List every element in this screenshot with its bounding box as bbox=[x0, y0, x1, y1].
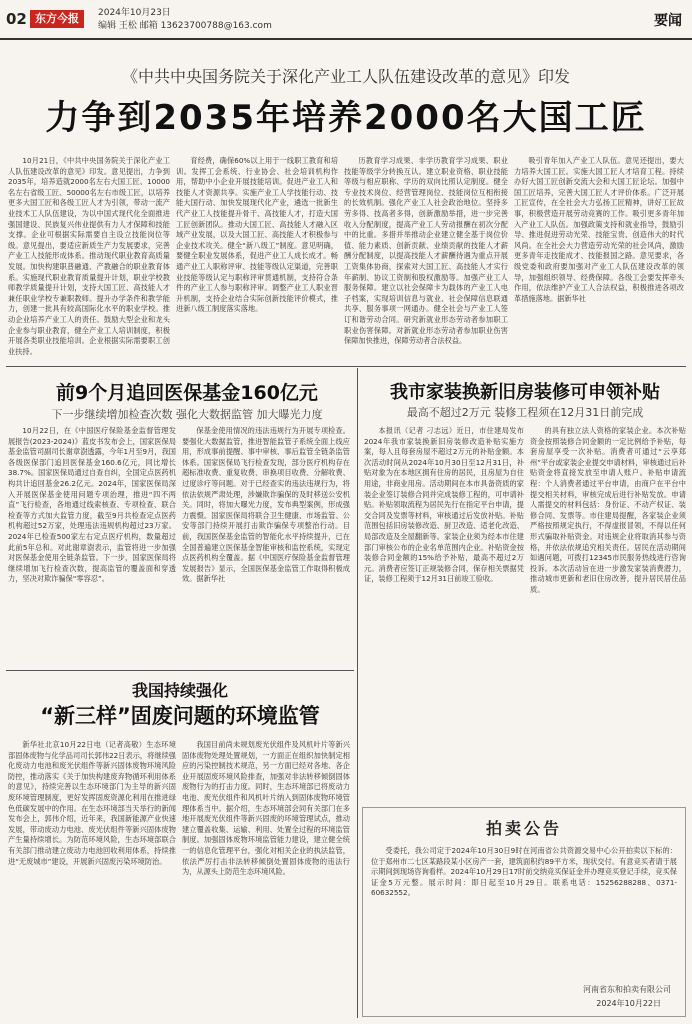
section-divider bbox=[6, 366, 686, 367]
env-headline-2: “新三样”固废问题的环境监管 bbox=[40, 704, 320, 728]
editor-info: 编辑 王松 邮箱 13623700788@163.com bbox=[98, 21, 272, 31]
env-col-1: 新华社北京10月22日电（记者高敬）生态环境部固体废物与化学品司司长郭伟22日表示，将继续强化废动力电池和废光伏组件等新兴固体废物环境风险防控，推动落实《关于加快构建废弃物循环利用体系的意见》，持续完善以生态环境部门为主导的新兴固废环境管理制度，更好发挥固废资源化利用在推进绿色低碳发展中的作用。在生态环境部当天举行的新闻发布会上，郭伟介绍，近年来，我国新能源产业快速发展，带动废动力电池、废光伏组件等新兴固体废物产生量持续增长。为防范环境风险，生态环境部联合有关部门推动建立废动力电池回收利用体系，持续推进“无废城市”建设，开展新兴固废污染环境防治。 bbox=[8, 740, 176, 866]
medical-col-1: 10月22日，在《中国医疗保险基金监督管理发展报告(2023-2024)》蓝皮书发布会上，国家医保局基金监管司副司长谢章澍透露，今年1月至9月，我国各级医保部门追回医保基金160.6亿元，同比增长38.7%。国家医保局通过自查自纠，全国定点医药机构共计追回基金26.2亿元。2024年，国家医保局深入开展医保基金使用问题专项治理，推进“四不两直”飞行检查，各地通过线索核查、专项检查、联合检查等方式加大监管力度，截至9月共检查定点医药机构超过52万家，处理违法违规机构超过23万家。2024年已检查500家左右定点医疗机构，数量超过此前5年总和。对此谢章澍表示，监管将进一步加强对医保基金使用全链条监管。下一步，国家医保局将继续增加飞行检查次数，提高监管的覆盖面和穿透力，坚决对欺诈骗保“零容忍”。 bbox=[8, 426, 176, 584]
lead-col-3: 历教育学习成果、非学历教育学习成果、职业技能等级学分转换互认。建立职业资格、职业技能等级与相应职称、学历的双向比照认定制度。健全专业技术岗位、经营管理岗位、技能岗位互相衔接的长效机制。强化产业工人社会政治地位。坚持多劳多得、技高者多得，创新激励举措，进一步完善收入分配制度，提高产业工人劳动报酬在初次分配中的比重。多措并举推动企业建立健全基于岗位价值、能力素质、创新贡献、业绩贡献的技能人才薪酬分配制度，以提高技能人才薪酬待遇为重点开展工资集体协商，探索对大国工匠、高技能人才实行年薪制、协议工资制和股权激励等。加强产业工人服务保障。建立以社会保障卡为载体的产业工人电子档案，实现培训信息与就业、社会保障信息联通共享、服务事项一网通办。健全社会与产业工人签订和谐劳动合同。研究新就业形态劳动者参加职工职业伤害保障。对新就业形态劳动者参加职业伤害保障加快推进，保障劳动者合法权益。 bbox=[344, 156, 508, 346]
page-number: 02 bbox=[6, 10, 27, 28]
home-headline: 我市家装换新旧房装修可申领补贴 bbox=[390, 382, 660, 403]
column-divider bbox=[357, 368, 358, 1018]
medical-headline: 前9个月追回医保基金160亿元 bbox=[56, 382, 318, 404]
home-col-1: 本报讯（记者 刁志远）近日，市住建局发布2024年我市家装换新旧房装修改造补贴实施方案，每人且每套房屋不超过2万元的补贴金额。本次活动时间从2024年10月30日至12月31日，补贴对象为在本地区拥有住房的居民，且房屋为自住用途，非商业用房。活动期间在本市具备资质的家装企业签订装修合同并完成装修工程的，可申请补贴。补贴领取流程为居民先行在指定平台申请，提交合同及发票等材料，审核通过后发放补贴。补贴范围包括旧房装修改造、厨卫改造、适老化改造、局部改造及全屋翻新等。家装企业须为经本市住建部门审核公布的企业名单范围内企业。补贴资金按装修合同金额的15%给予补贴，最高不超过2万元。消费者应签订正规装修合同，保存相关票据凭证，装修工程须于12月31日前竣工验收。 bbox=[364, 426, 524, 584]
issue-date: 2024年10月23日 bbox=[98, 8, 171, 18]
medical-col-2: 保基金使用情况的违法违规行为开展专项检查。要强化大数据监管，推进智能监管子系统全面上线应用，形成事前提醒、事中审核、事后监管全链条监管体系。国家医保局飞行检查发现，部分医疗机构存在超标准收费、重复收费、串换项目收费、分解收费、过度诊疗等问题。对于已经查实的违法违规行为，将依法依规严肃处理，涉嫌欺诈骗保的及时移送公安机关。同时，将加大曝光力度，发布典型案例，形成强力震慑。国家医保局将联合卫生健康、市场监管、公安等部门持续开展打击欺诈骗保专项整治行动。目前，我国医保基金监管的智能化水平持续提升，已在全国普遍建立医保基金智能审核和监控系统，实现定点医药机构全覆盖。据《中国医疗保险基金监督管理发展报告》显示，全国医保基金监管工作取得积极成效。据新华社 bbox=[182, 426, 350, 584]
lead-kicker: 《中共中央国务院关于深化产业工人队伍建设改革的意见》印发 bbox=[121, 67, 570, 86]
lead-col-1: 10月21日，《中共中央国务院关于深化产业工人队伍建设改革的意见》印发。意见提出，力争到2035年，培养造就2000名左右大国工匠、10000名左右省级工匠、50000名左右市级工匠，以培养更多大国工匠和各级工匠人才为引领，带动一流产业技术工人队伍建设，为以中国式现代化全面推进强国建设、民族复兴伟业提供有力人才保障和技能支撑。企业可根据实际需要自主设立技能岗位等级。意见提出，要适应新质生产力发展要求，完善产业工人技能形成体系。推动现代职业教育高质量发展。加快构建职普融通、产教融合的职业教育体系。实施现代职业教育质量提升计划，职业学校教师教学质量提升计划，支持大国工匠、高技能人才兼任职业学校专兼职教师。提升办学条件和教学能力，创建一批具有较高国际化水平的职业学校。推动企业培养产业工人的责任。鼓励大型企业和龙头企业参与职业教育，健全产业工人培训制度，积极开展各类职业技能培训。企业根据实际需要职工创业扶持。 bbox=[8, 156, 170, 356]
lead-col-2: 育经费，确保60%以上用于一线职工教育和培训。发挥工会系统、行业协会、社会培训机构作用，帮助中小企业开展技能培训。促进产业工人和技能人才资源共享。实施产业工人学技能行动、技能大国行动、加快发展现代化产业，遴选一批新生代产业工人技能提升骨干、高技能人才，打造大国工匠创新团队。推动大国工匠、高技能人才融入区域产业发展，以及大国工匠、高技能人才积极参与企业技术攻关。健全“新八级工”制度。意见明确，要健全职业发展体系，促进产业工人成长成才。畅通产业工人职称评审、技能等级认定渠道，完善职业技能等级认定与职称评审贯通机制，支持符合条件的产业工人参与职称评审。调整产业工人职业晋升机制，支持企业结合实际创新技能评价模式，推进新八级工制度落实落地。 bbox=[176, 156, 338, 314]
env-col-2: 我国目前尚未规划废光伏组件及风机叶片等新兴固体废物处理处置规划，一方面正在组织加快制定相应的污染控制技术规范，另一方面已经对各地、各企业开展固废环境风险排查，加强对非法转移倾倒固体废物行为的打击力度。同时，生态环境部已将废动力电池、废光伏组件和风机叶片纳入到固体废物环境管理体系当中。据介绍，生态环境部会同有关部门在多地开展废光伏组件等新兴固废的环境管理试点，推动建立覆盖收集、运输、利用、处置全过程的环境监管制度。加强固体废物环境监管能力建设，建立健全统一的信息化管理平台，强化对相关企业的执法监管，依法严厉打击非法转移倾倒处置固体废物的违法行为，从源头上防范生态环境风险。 bbox=[182, 740, 350, 877]
auction-company: 河南省东和拍卖有限公司 bbox=[583, 985, 671, 994]
lead-col-4: 吸引青年加入产业工人队伍。意见还提出，要大力培养大国工匠。实施大国工匠人才培育工程。持续办好大国工匠创新交流大会和大国工匠论坛。加强中国工匠培养，完善大国工匠人才评价体系。广泛开展工匠宣传，在全社会大力弘扬工匠精神，讲好工匠故事，积极营造开展劳动竞赛的工作。吸引更多青年加入产业工人队伍。加强政策支持和就业指导，鼓励引导、推进促进劳动光荣、技能宝贵、创造伟大的时代风尚。在全社会大力营造劳动光荣的社会风尚，激励更多青年走技能成才、技能报国之路。意见要求，各级党委和政府要加强对产业工人队伍建设改革的领导，加强组织领导、经费保障。各级工会要发挥牵头作用，依法维护产业工人合法权益，积极推进各项改革措施落地。据新华社 bbox=[514, 156, 684, 303]
auction-notice-box bbox=[362, 807, 686, 1017]
page-header bbox=[0, 0, 692, 40]
newspaper-logo: 东方今报 bbox=[30, 10, 84, 28]
section-name: 要闻 bbox=[654, 13, 682, 29]
auction-date: 2024年10月22日 bbox=[596, 999, 661, 1008]
lead-headline: 力争到2035年培养2000名大国工匠 bbox=[45, 98, 647, 138]
medical-subtitle: 下一步继续增加检查次数 强化大数据监管 加大曝光力度 bbox=[51, 408, 323, 421]
auction-text: 受委托，我公司定于2024年10月30日9时在河南省公共资源交易中心公开拍卖以下标的：位于郑州市二七区某路段某小区房产一套，建筑面积约89平方米，现状交付。有意竞买者请于展示期间到现场咨询看样。2024年10月29日17时前交纳竞买保证金并办理竞买登记手续，竞买保证金5万元整。展示时间：即日起至10月29日。联系电话：15256288288、0371-60632552。 bbox=[371, 846, 677, 898]
home-subtitle: 最高不超过2万元 装修工程须在12月31日前完成 bbox=[406, 406, 644, 419]
auction-title: 拍卖公告 bbox=[485, 819, 562, 838]
env-headline-1: 我国持续强化 bbox=[131, 681, 228, 700]
env-divider bbox=[6, 670, 354, 671]
home-col-2: 的具有独立法人资格的家装企业。本次补贴资金按照装修合同金额的一定比例给予补贴，每套房屋享受一次补贴。消费者可通过“云享郑州”平台或家装企业提交申请材料，审核通过后补贴资金将直接发放至申请人账户。补贴申请流程：个人消费者通过平台申请，由商户在平台中提交相关材料，审核完成后进行补贴发放。申请人需提交的材料包括：身份证、不动产权证、装修合同、发票等。市住建局提醒，各家装企业须严格按照规定执行，不得虚报冒领，不得以任何形式骗取补贴资金。对违规企业将取消其参与资格，并依法依规追究相关责任。居民在活动期间如遇问题，可拨打12345市民服务热线进行咨询投诉。本次活动旨在进一步激发家装消费潜力，推动城市更新和老旧住房改善，提升居民居住品质。 bbox=[530, 426, 686, 594]
